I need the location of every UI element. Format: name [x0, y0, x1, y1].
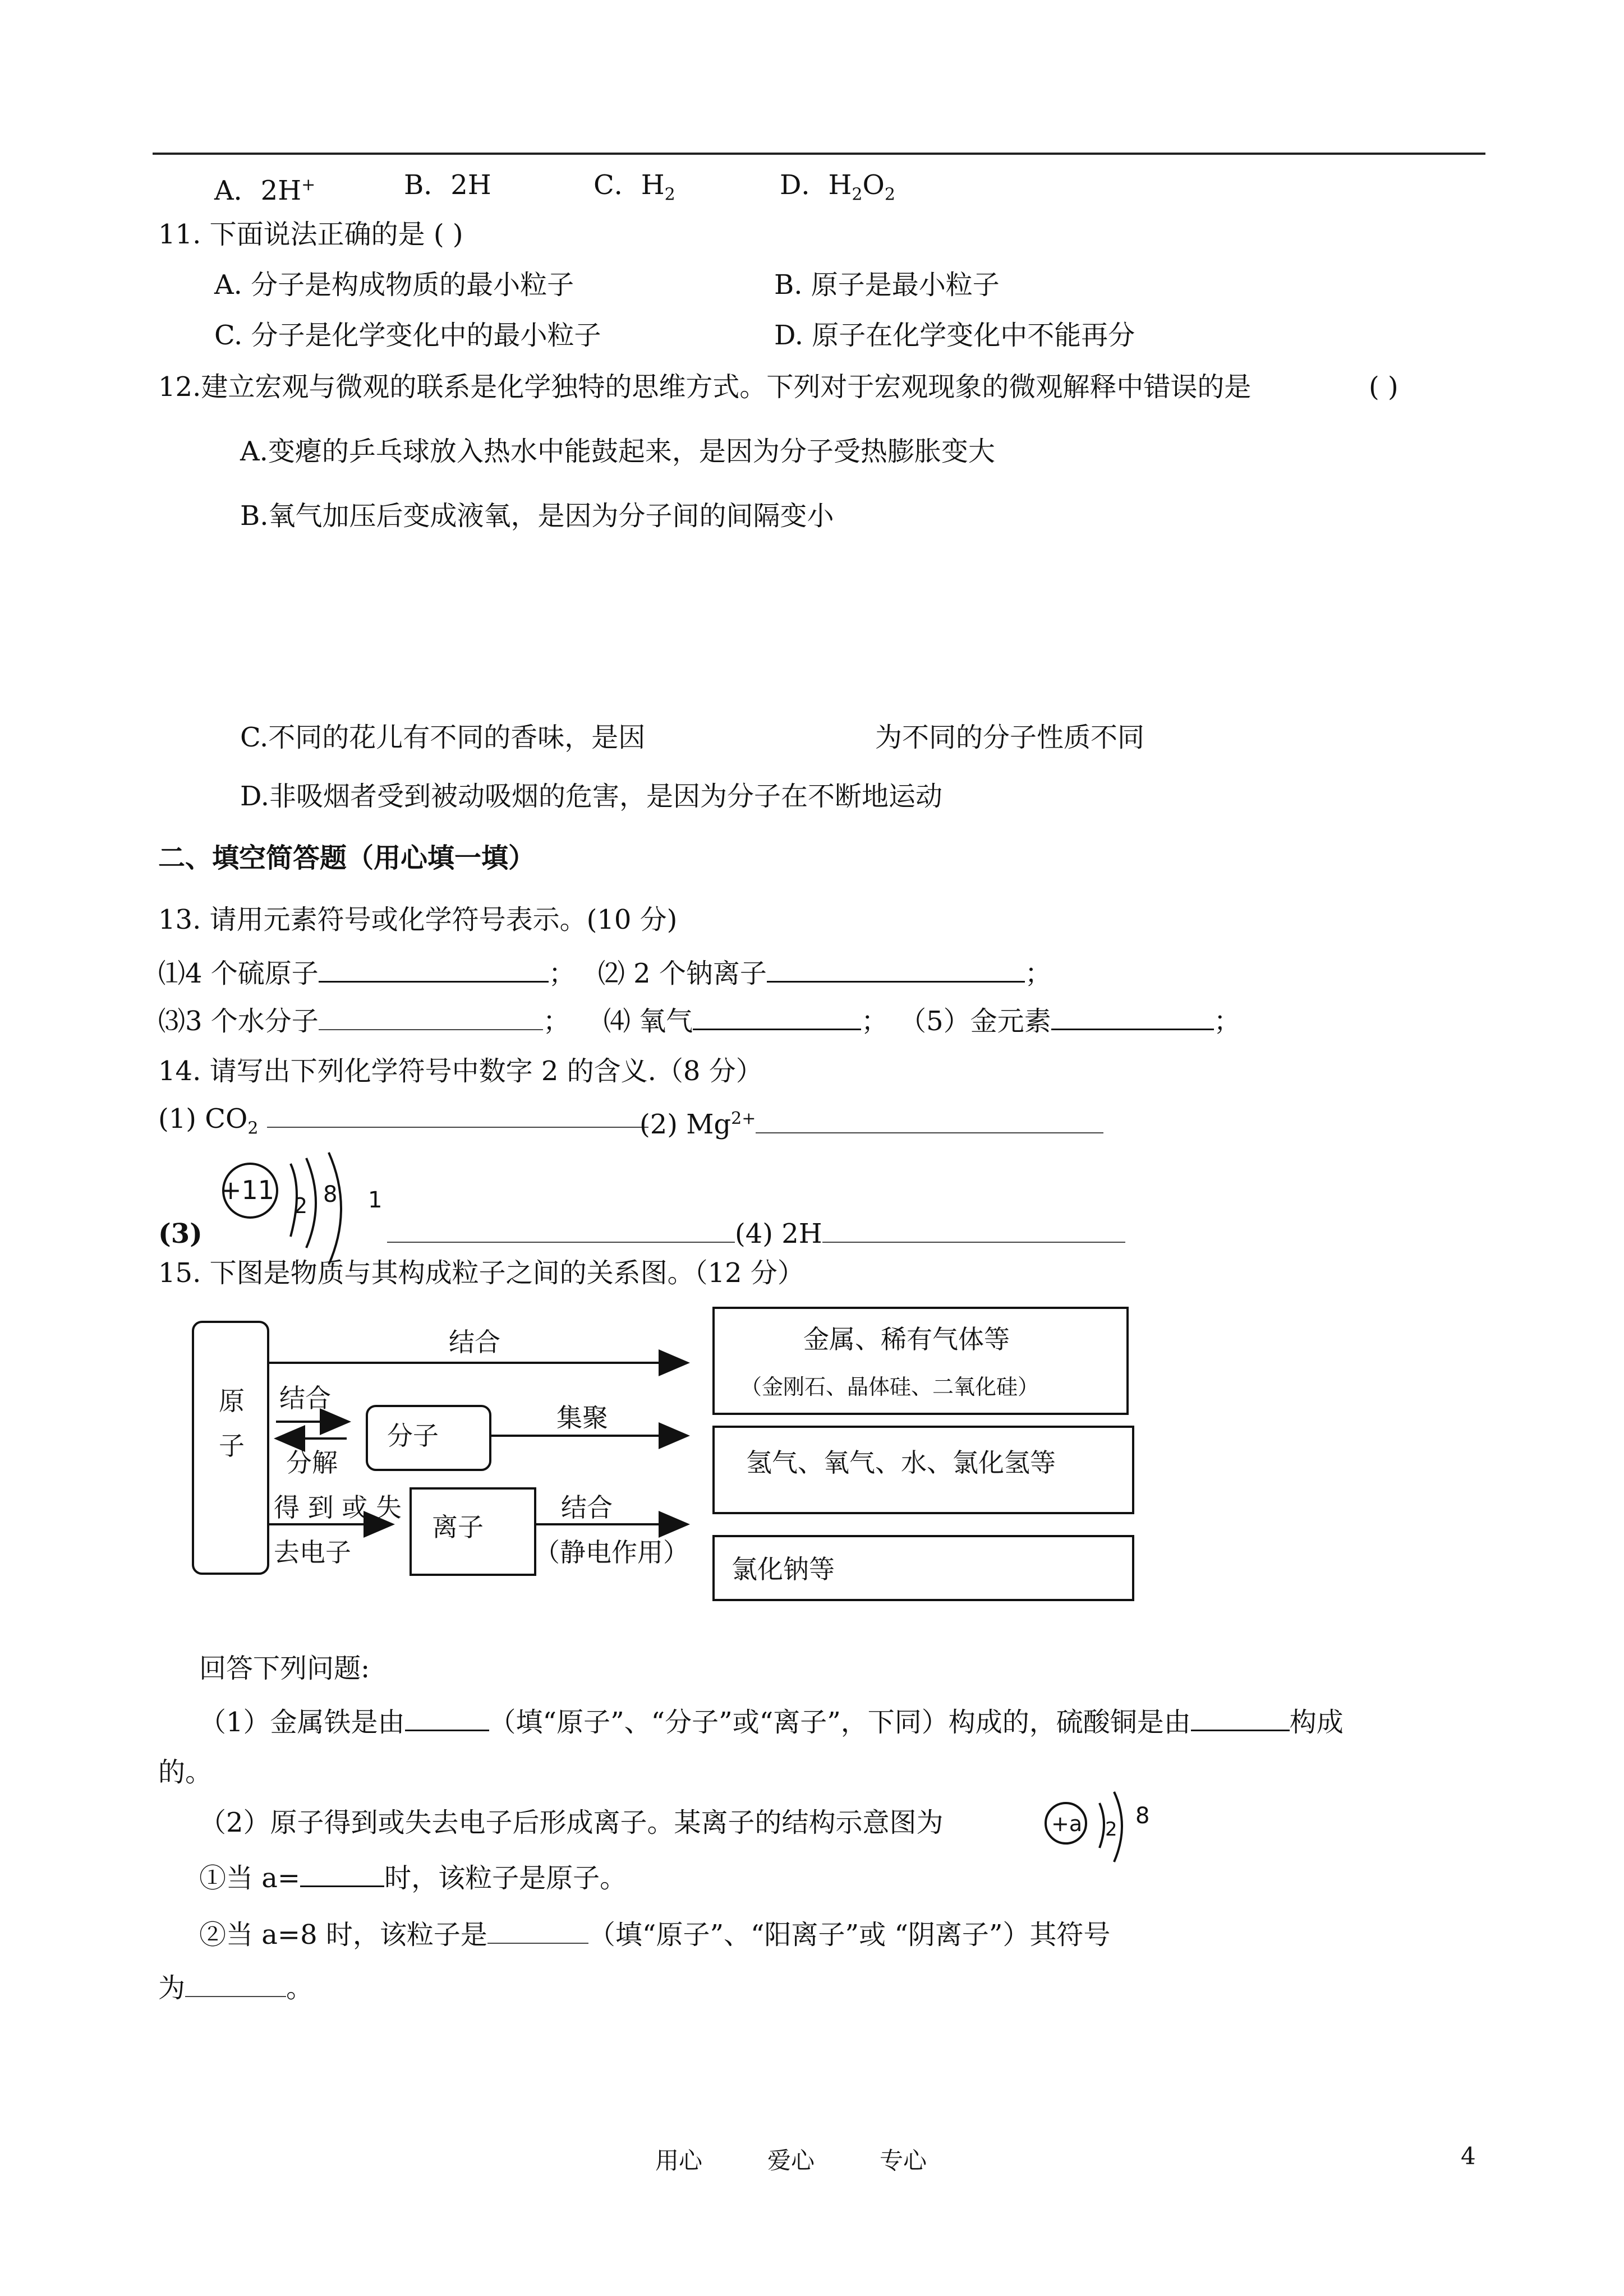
- q15-blank-copper-sulfate[interactable]: [1191, 1705, 1290, 1731]
- q15-stem: 15. 下图是物质与其构成粒子之间的关系图。（12 分）: [158, 1257, 804, 1289]
- ion-shell-arc-1: [1099, 1803, 1104, 1848]
- q13-item-3: ⑶3 个水分子: [158, 1006, 319, 1037]
- covalent-solids-label: （金刚石、晶体硅、二氧化硅）: [740, 1375, 1039, 1399]
- combine-mid-label: 结合: [279, 1383, 331, 1413]
- ion-shell-1-count: 2: [1105, 1818, 1117, 1841]
- footer-motto-1: 用心: [655, 2147, 703, 2174]
- ion-label: 离子: [432, 1512, 484, 1542]
- footer-motto-2: 爱心: [767, 2147, 815, 2174]
- molecular-substances-label: 氢气、氧气、水、氯化氢等: [746, 1447, 1056, 1478]
- atom-shell-2-count: 8: [323, 1182, 338, 1207]
- q11-stem: 11. 下面说法正确的是 ( ): [158, 219, 463, 250]
- q11-option-a: A. 分子是构成物质的最小粒子: [214, 269, 574, 301]
- q15-blank-particle-type[interactable]: [487, 1918, 588, 1944]
- q10-option-c: C．$H_2$: [594, 169, 675, 205]
- q12-option-a: A.变瘪的乒乓球放入热水中能鼓起来，是因为分子受热膨胀变大: [240, 436, 995, 467]
- q10-option-d: D．$H_2O_2$: [780, 169, 895, 205]
- q15-part-1: （1）金属铁是由 （填“原子”、“分子”或“离子”，下同）构成的，硫酸铜是由 构成: [199, 1705, 1344, 1739]
- q15-blank-iron[interactable]: [405, 1705, 489, 1731]
- atom-shell-3-count: 1: [368, 1187, 383, 1213]
- q12-option-c-right: 为不同的分子性质不同: [875, 722, 1145, 753]
- q13-item-4: ⑷ 氧气: [603, 1006, 693, 1037]
- q15-blank-a-value[interactable]: [300, 1861, 384, 1887]
- q11-option-c: C. 分子是化学变化中的最小粒子: [214, 320, 601, 351]
- q10-option-a: A．2H+: [214, 175, 316, 206]
- atom-shell-1-count: 2: [294, 1193, 308, 1218]
- q15-part-2-1: ①当 a= 时，该粒子是原子。: [199, 1861, 627, 1895]
- q12-option-b: B.氧气加压后变成液氧，是因为分子间的间隔变小: [240, 500, 834, 532]
- atom-nucleus-label: +11: [220, 1175, 275, 1205]
- q13-item-5: （5）金元素: [899, 1006, 1051, 1037]
- q14-item-2: (2) $Mg^{2+}$: [640, 1102, 1103, 1141]
- q15-part-2-2: ②当 a=8 时，该粒子是 （填“原子”、“阳离子”或 “阴离子”）其符号: [199, 1919, 1111, 1951]
- page-number: 4: [1461, 2142, 1476, 2170]
- atom-label-line-2: 子: [219, 1431, 245, 1461]
- q14-stem: 14. 请写出下列化学符号中数字 2 的含义.（8 分）: [158, 1055, 763, 1087]
- section-2-title: 二、填空简答题（用心填一填）: [158, 842, 536, 874]
- q10-option-b: B．2H: [404, 169, 491, 201]
- gain-lose-electron-label-1: 得 到 或 失: [274, 1492, 402, 1523]
- metal-noble-gas-label: 金属、稀有气体等: [803, 1324, 1010, 1354]
- q14-item-4: (4) 2H: [735, 1218, 822, 1250]
- answer-prompt: 回答下列问题:: [199, 1653, 370, 1684]
- q15-part-1-end: 的。: [158, 1756, 213, 1788]
- q12-answer-paren: ( ): [1369, 371, 1398, 403]
- q11-option-b: B. 原子是最小粒子: [774, 269, 1000, 301]
- q13-item-2: ⑵ 2 个钠离子: [597, 958, 767, 989]
- footer-motto-3: 专心: [880, 2147, 927, 2174]
- q13-item-1: ⑴4 个硫原子: [158, 958, 319, 989]
- electrostatic-label: （静电作用）: [534, 1537, 689, 1567]
- q15-part-2-3: 为 。: [158, 1972, 314, 2004]
- decompose-label: 分解: [286, 1447, 338, 1478]
- q13-row-2: ⑶3 个水分子 ； ⑷ 氧气 ； （5）金元素 ；: [158, 1004, 1241, 1038]
- ion-shell-2-count: 8: [1135, 1803, 1150, 1829]
- q12-stem: 12.建立宏观与微观的联系是化学独特的思维方式。下列对于宏观现象的微观解释中错误的是: [158, 371, 1252, 403]
- q12-option-c-left: C.不同的花儿有不同的香味，是因: [240, 722, 646, 753]
- q14-item-3-label: (3): [158, 1218, 203, 1250]
- ionic-substances-label: 氯化钠等: [732, 1554, 835, 1584]
- combine-top-label: 结合: [449, 1327, 500, 1357]
- atom-label-line-1: 原: [219, 1386, 245, 1416]
- molecule-label: 分子: [387, 1421, 439, 1451]
- q12-option-d: D.非吸烟者受到被动吸烟的危害，是因为分子在不断地运动: [240, 781, 943, 812]
- combine-ion-label: 结合: [561, 1492, 613, 1523]
- ion-nucleus-label: +a: [1051, 1811, 1083, 1836]
- q13-stem: 13. 请用元素符号或化学符号表示。(10 分): [158, 904, 678, 935]
- q11-option-d: D. 原子在化学变化中不能再分: [774, 320, 1135, 351]
- gain-lose-electron-label-2: 去电子: [274, 1537, 351, 1567]
- q14-item-1: (1) $CO_2$: [158, 1102, 648, 1146]
- gather-label: 集聚: [556, 1403, 608, 1433]
- q15-blank-symbol[interactable]: [185, 1971, 286, 1997]
- q15-part-2: （2）原子得到或失去电子后形成离子。某离子的结构示意图为: [199, 1807, 944, 1838]
- q13-row-1: ⑴4 个硫原子 ； ⑵ 2 个钠离子 ；: [158, 956, 1052, 990]
